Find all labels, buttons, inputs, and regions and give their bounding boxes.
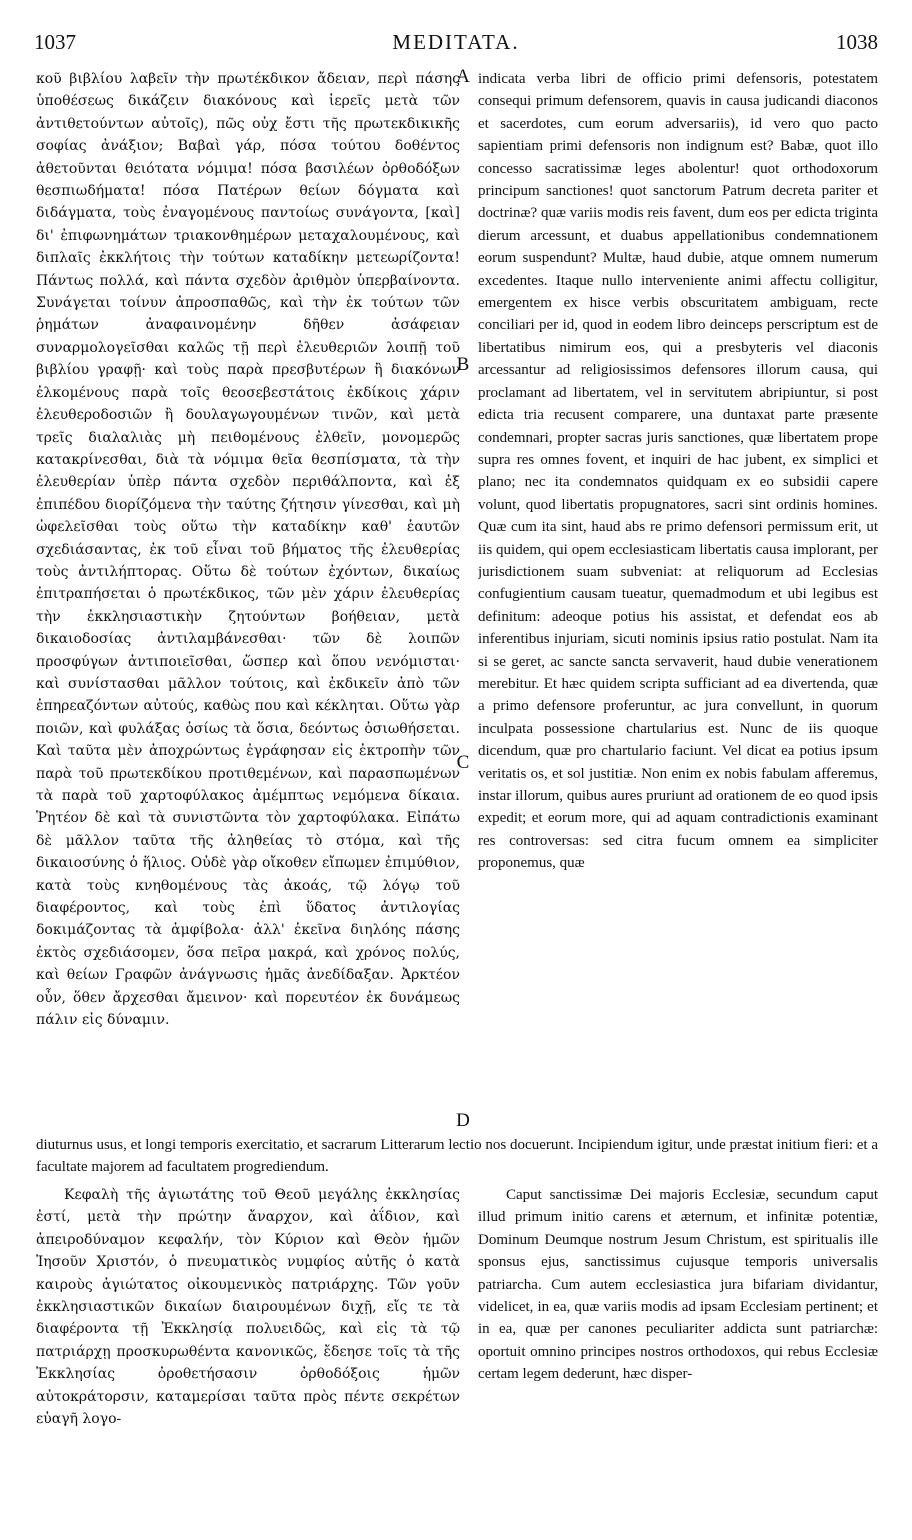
latin-column-bottom <box>478 1184 878 1434</box>
latin-paragraph: Caput sanctissimæ Dei majoris Ecclesiæ, secundum caput illud primum initio carens et æternum, et infinitæ potentiæ, Dominum Deumque nostrum Jesum Christum, est spiritualis ille sponsus ejus, sanctissimus cujusque temporis universalis patriarcha. Cum autem ecclesiastica jura bifariam dividantur, videlicet, in ea, quæ variis modis ad ipsam Ecclesiam pertinent; et in ea, quæ per canones peculiariter addicta sunt patriarchæ: oportuit omnino principes nostros orthodoxos, qui rebus Ecclesiæ certam legem dederunt, hæc disper- <box>478 1187 878 1383</box>
latin-column-top <box>478 68 878 1116</box>
margin-letter-a: A <box>456 66 470 87</box>
greek-column-top <box>36 68 460 1116</box>
margin-letter-b: B <box>456 354 470 375</box>
running-title: MEDITATA. <box>392 30 520 54</box>
latin-paragraph: indicata verba libri de officio primi defensoris, potestatem consequi primum defensorem, quavis in causa judicandi diaconos et sacerdotes, cum eorum adversariis), id vero quo pacto sapientiam primi defensoris non indignum est? Babæ, quot illo concesso sacratissimæ leges abolentur! quot orthodoxorum principum sanctiones! quot sanctorum Patrum decreta pariter et doctrinæ? quæ variis modis reis favent, dum eos per edicta triginta dierum arcessunt, et duabus appellationibus condemnationem eorum suspendunt? Multæ, haud dubie, atque omnem numerum excedentes. Itaque nullo interveniente animi affectu colligitur, emergentem ex hisce verbis obscuritatem ambiguam, recte conciliari per id, quod in eodem libro deinceps perscriptum est de libertatibus nimirum eos, qui a presbyteris vel diaconis arcessantur ad religiosissimos defensores illorum causa, qui proclamant ad libertatem, vel in servitutem abripiuntur, si post edicta tria recusent comparere, una duntaxat parte præsente condemnari, propter sacras juris sanctiones, quæ libertatem prope supra res omnes fovent, et inquiri de hac jubent, ex simplici et plano; nec ita condemnatos quidquam ex eo subsidii capere volunt, quod libertatis propugnatores, sacri sint ordinis homines. Quæ cum ita sint, haud abs re primo defensori permissum erit, ut iis quidem, qui opem ecclesiasticam libertatis causa implorant, per jurisdictionem suam subveniat: at reliquorum ad Ecclesias confugientium causam tueatur, quemadmodum et ubi legibus est definitum: adeoque potius his assistat, et defendat eos ab inferentibus injuriam, sicuti nominis ipsius ratio postulat. Nam ita si se geret, ac sancte sancta servaverit, haud dubie venerationem merebitur. Et hæc quidem scripta sufficiant ad ea divertenda, quæ a primo defensore proferuntur, ac jura convellunt, in quorum inculpata possessione chartularius est. Nunc de iis quoque dicendum, quæ pro chartulario faciunt. Vel dicat ea potius ipsum veritatis os, et sol justitiæ. Non enim ex nobis fabulam afferemus, instar illorum, quibus aures pruriunt ad orationem de eo quod ipsis expedit; et eorum more, qui ad aquam contradictionis examinant res controversas: sed citra fucum omnem ea simpliciter proponemus, quæ <box>478 71 878 872</box>
greek-paragraph: κοῦ βιβλίου λαβεῖν τὴν πρωτέκδικον ἄδειαν, περὶ πάσης ὑποθέσεως δικάζειν διακόνους καὶ ἱερεῖς μετὰ τῶν ἀντιθετούντων αὐτοῖς), πῶς οὐχ ἔστι τῆς πρωτεκδικικῆς σοφίας ἀνάξιον; Βαβαὶ γάρ, πόσα τούτου δοθέντος ἀθετοῦνται θειότατα νόμιμα! πόσα βασιλέων ὀρθοδόξων θεσπιωδήματα! πόσα Πατέρων θείων δόγματα καὶ διδάγματα, τοὺς ἐναγομένους παντοίως συνάγοντα, [καὶ] δι' ἐπιφωνημάτων τριακονθημέρων μεταχαλουμένους, καὶ διπλαῖς ἐκκλήτοις τὴν τούτων καταδίκην μετεωρίζοντα! Πάντως πολλά, καὶ πάντα σχεδὸν ἀριθμὸν ὑπερβαίνοντα. Συνάγεται τοίνυν ἀπροσπαθῶς, καὶ τὴν ἐκ τούτων τῶν ῥημάτων ἀναφαινομένην δῆθεν ἀσάφειαν συναρμολογεῖσθαι καλῶς τῇ περὶ ἐλευθεριῶν λοιπῇ τοῦ βιβλίου γραφῇ· καὶ τοὺς παρὰ πρεσβυτέρων ἢ διακόνων ἐλκομένους παρὰ τοῖς θεοσεβεστάτοις ἐκδίκοις χάριν ἐλευθεροδοσιῶν ἢ δουλαγωγουμένων τινῶν, καὶ μετὰ τρεῖς διαλαλιὰς μὴ πειθομένους ἐλθεῖν, μονομερῶς κατακρίνεσθαι, διὰ τὰ νόμιμα θεῖα θεσπίσματα, τὰ τὴν ἐλευθερίαν ὑπὲρ πάντα σχεδὸν περιθάλποντα, καὶ ἐξ ἐπιπέδου διορίζόμενα τὴν ταύτης ζήτησιν γίνεσθαι, καὶ μὴ ὠφελεῖσθαι τοὺς οὕτω τὴν καταδίκην καθ' ἑαυτῶν σχεδιάσαντας, ἐκ τοῦ εἶναι τοῦ βήματος τῆς ἐλευθερίας τοὺς ἀντιλήπτορας. Οὕτω δὲ τούτων ἐχόντων, δικαίως ἐπιτραπήσεται ὁ πρωτέκδικος, τῶν μὲν χάριν ἐλευθερίας τὴν ἐκκλησιαστικὴν ζητούντων βοήθειαν, μετὰ δικαιοδοσίας ἀντιλαμβάνεσθαι· τῶν δὲ λοιπῶν προσφύγων ἀντιποιεῖσθαι, ὥσπερ καὶ ὅπου νενόμισται· καὶ συνίστασθαι μᾶλλον τούτοις, καὶ ἐκδικεῖν ἀπὸ τῶν ἐπηρεαζόντων αὐτούς, καθὼς που καὶ κέκληται. Οὕτω γὰρ ποιῶν, καὶ φυλάξας ὁσίως τὰ ὅσια, δεόντως ὁσιωθήσεται. Καὶ ταῦτα μὲν ἀποχρώντως ἐγράφησαν εἰς ἐκτροπὴν τῶν παρὰ τοῦ πρωτεκδίκου προτιθεμένων, καὶ παρασπωμένων τὰ παρὰ τοῦ χαρτοφύλακος ἀμέμπτως νεμόμενα δίκαια. Ῥητέον δὲ καὶ τὰ συνιστῶντα τὸν χαρτοφύλακα. Εἰπάτω δὲ μᾶλλον ταῦτα τῆς ἀληθείας τὸ στόμα, καὶ τῆς δικαιοσύνης ὁ ἥλιος. Οὐδὲ γὰρ οἴκοθεν εἴπωμεν ἐπιμύθιον, κατὰ τοὺς κνηθομένους τὰς ἀκοάς, τῷ λόγῳ τοῦ διαφέροντος, καὶ τοὺς ἐπὶ ὕδατος ἀντιλογίας δοκιμάζοντας τὰ ἀμφίβολα· ἀλλ' ἐκεῖνα διηλόης πάσης ἐκτὸς σχεδιάσομεν, ὅσα πεῖρα μακρά, καὶ χρόνος πολύς, καὶ θείων Γραφῶν ἀνάγνωσις ἡμᾶς ἀνεδίδαξαν. Ἀρκτέον οὖν, ὅθεν ἄρχεσθαι ἄμεινον· καὶ πορευτέον ἐκ δυνάμεως πάλιν εἰς δύναμιν. <box>36 71 460 1029</box>
page-number-left: 1037 <box>34 30 76 54</box>
margin-letter-d: D <box>456 1110 470 1131</box>
greek-column-bottom <box>36 1184 460 1434</box>
margin-letter-c: C <box>456 752 470 773</box>
page-number-right: 1038 <box>836 30 878 54</box>
latin-continuation: diuturnus usus, et longi temporis exercitatio, et sacrarum Litterarum lectio nos docuerunt. Incipiendum igitur, unde præstat initium fieri: et a facultate majorem ad facultatem progrediendum. <box>36 1137 878 1176</box>
greek-paragraph: Κεφαλὴ τῆς ἁγιωτάτης τοῦ Θεοῦ μεγάλης ἐκκλησίας ἐστί, μετὰ τὴν πρώτην ἄναρχον, καὶ ἀΐδιον, καὶ ἀπειροδύναμον κεφαλήν, τὸν Κύριον καὶ Θεὸν ἡμῶν Ἰησοῦν Χριστόν, ὁ πνευματικὸς νυμφίος αὐτῆς ὁ κατὰ καιροὺς ἁγιώτατος οἰκουμενικὸς πατριάρχης. Τῶν γοῦν ἐκκλησιαστικῶν δικαίων διαιρουμένων διχῇ, εἴς τε τὰ διαφέροντα τῇ Ἐκκλησίᾳ πολυειδῶς, καὶ εἰς τὰ τῷ πατριάρχῃ προσκυρωθέντα κανονικῶς, ἔδεησε τοῖς τὰ τῆς Ἐκκλησίας ὀροθετήσασιν ὀρθοδόξοις ἡμῶν αὐτοκράτορσιν, καταμερίσαι ταῦτα πρὸς πέντε σεκρέτων εὐαγῆ λογο- <box>36 1187 460 1428</box>
